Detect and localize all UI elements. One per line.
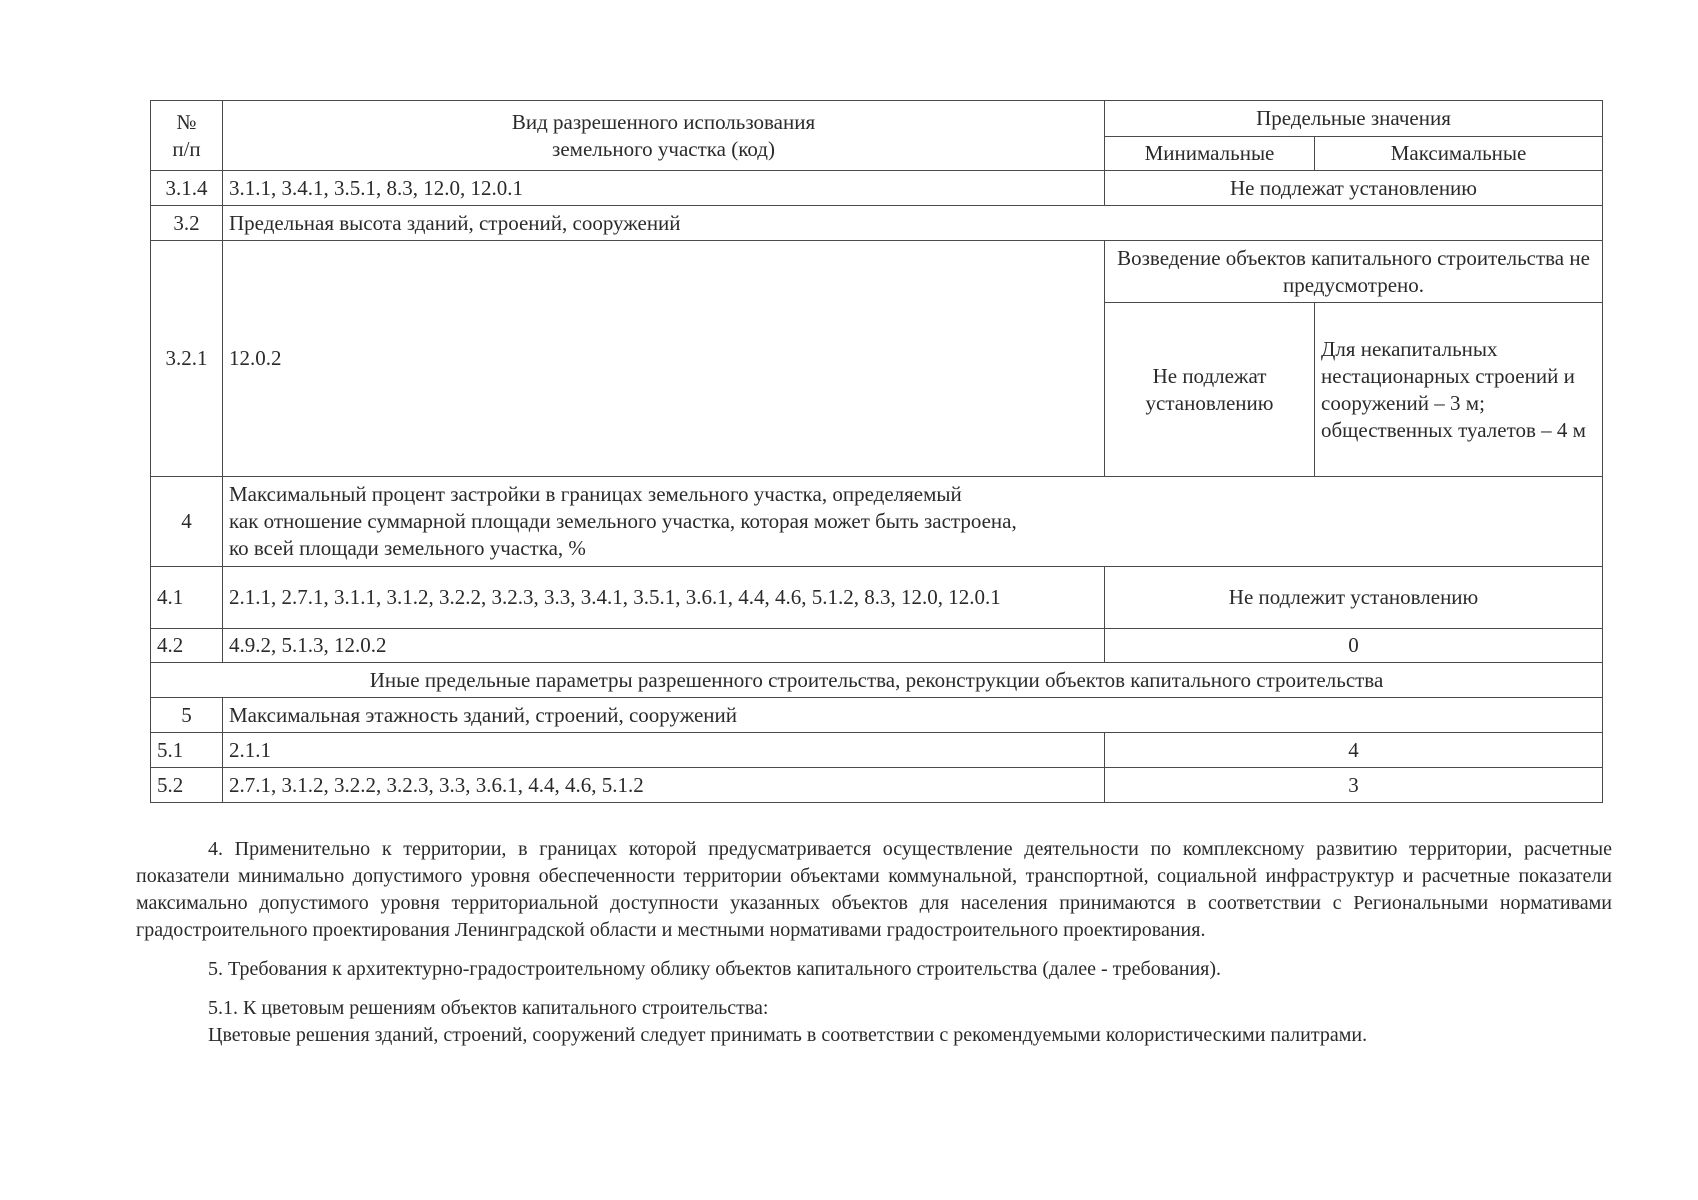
header-num-label: № п/п [172,109,201,161]
row-number: 3.2 [151,206,223,241]
header-min-label: Минимальные [1144,141,1275,165]
table-row [151,171,1603,206]
row-use-title: Максимальная этажность зданий, строений, сооружений [223,698,1603,733]
row-value-note: Возведение объектов капитального строительства не предусмотрено. [1105,241,1603,303]
body-text [136,836,1612,1049]
row-use-codes: 12.0.2 [223,241,1105,477]
row-use-title: Предельная высота зданий, строений, сооружений [223,206,1603,241]
row-number: 5 [151,698,223,733]
row-number: 3.2.1 [151,241,223,477]
row-number: 4.2 [151,629,223,663]
row-use-codes: 2.7.1, 3.1.2, 3.2.2, 3.2.3, 3.3, 3.6.1, 4.4, 4.6, 5.1.2 [223,768,1105,803]
header-min-cell [1105,137,1315,171]
row-use-codes: 3.1.1, 3.4.1, 3.5.1, 8.3, 12.0, 12.0.1 [223,171,1105,206]
table-row [151,206,1603,241]
row-number: 5.2 [151,768,223,803]
table-row [151,768,1603,803]
row-number: 4 [151,477,223,567]
section-title: Иные предельные параметры разрешенного строительства, реконструкции объектов капитального строительства [151,663,1603,698]
row-value: 4 [1105,733,1603,768]
row-min-value: Не подлежат установлению [1105,303,1315,477]
header-use-label: Вид разрешенного использования земельного участка (код) [511,109,816,161]
table-row [151,241,1603,303]
header-num-cell [151,101,223,171]
header-use-cell [223,101,1105,171]
table-row [151,567,1603,629]
row-value: 0 [1105,629,1603,663]
row-use-codes: 2.1.1 [223,733,1105,768]
paragraph-5: 5. Требования к архитектурно-градостроительному облику объектов капитального строительства (далее - требования). [208,958,1222,980]
row-use-codes: 2.1.1, 2.7.1, 3.1.1, 3.1.2, 3.2.2, 3.2.3, 3.3, 3.4.1, 3.5.1, 3.6.1, 4.4, 4.6, 5.1.2, 8.3, 12.0, 12.0.1 [223,567,1105,629]
row-use-codes: 4.9.2, 5.1.3, 12.0.2 [223,629,1105,663]
header-max-cell [1315,137,1603,171]
row-max-value: Для некапитальных нестационарных строений и сооружений – 3 м; общественных туалетов – 4 м [1315,303,1603,477]
row-value: Не подлежат установлению [1105,171,1603,206]
table-header-row [151,101,1603,137]
row-number: 5.1 [151,733,223,768]
paragraph-4: 4. Применительно к территории, в границах которой предусматривается осуществление деятельности по комплексному развитию территории, расчетные показатели минимально допустимого уровня обеспеченности территории объектами коммунальной, транспортной, социальной инфраструктур и расчетные показатели максимально допустимого уровня территориальной доступности указанных объектов для населения принимаются в соответствии с Региональными нормативами градостроительного проектирования Ленинградской области и местными нормативами градостроительного проектирования. [136,838,1612,941]
table-row [151,477,1603,567]
header-limit-label: Предельные значения [1256,106,1451,130]
land-use-limits-table [150,100,1603,803]
table-row [151,733,1603,768]
row-value: 3 [1105,768,1603,803]
table-section-row [151,663,1603,698]
table-row [151,629,1603,663]
header-limit-cell [1105,101,1603,137]
row-number: 3.1.4 [151,171,223,206]
row-use-title: Максимальный процент застройки в границах земельного участка, определяемый как отношение суммарной площади земельного участка, которая может быть застроена, ко всей площади земельного участка, % [223,477,1603,567]
paragraph-5-1-heading: 5.1. К цветовым решениям объектов капитального строительства: [208,997,769,1019]
row-value: Не подлежит установлению [1105,567,1603,629]
paragraph-5-1-text: Цветовые решения зданий, строений, сооружений следует принимать в соответствии с рекомендуемыми колористическими палитрами. [208,1024,1368,1046]
table-row [151,698,1603,733]
row-number: 4.1 [151,567,223,629]
header-max-label: Максимальные [1390,141,1527,165]
